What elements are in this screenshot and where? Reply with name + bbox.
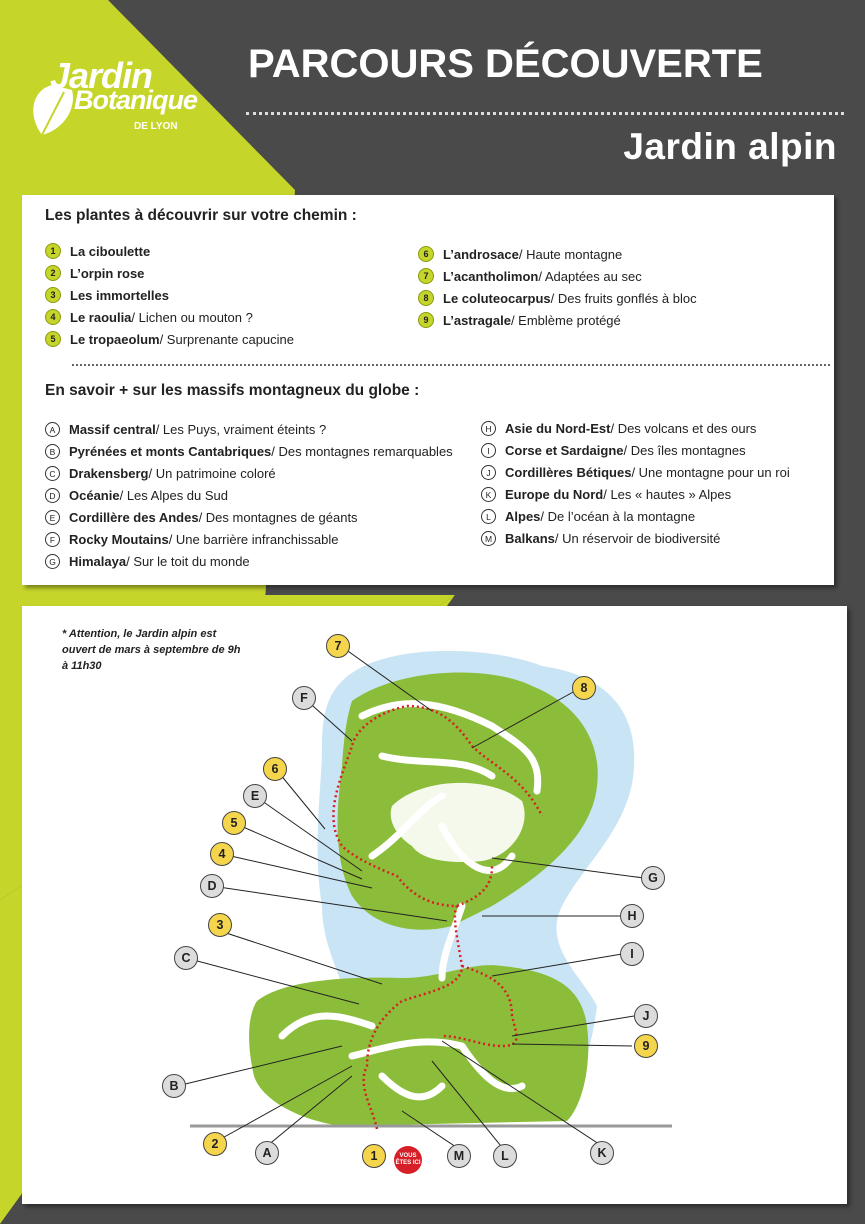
marker-1[interactable]: 1 [362, 1144, 386, 1168]
page-title: PARCOURS DÉCOUVERTE [248, 42, 763, 86]
logo-line3: DE LYON [134, 121, 178, 132]
marker-j[interactable]: J [634, 1004, 658, 1028]
plant-item-5: 5 Le tropaeolum / Surprenante capucine [45, 331, 294, 347]
plant-item-9: 9 L’astragale / Emblème protégé [418, 312, 621, 328]
massif-item-b: B Pyrénées et monts Cantabriques / Des montagnes remarquables [45, 444, 453, 459]
opening-note: * Attention, le Jardin alpin est ouvert de mars à septembre de 9h à 11h30 [62, 628, 241, 672]
marker-6[interactable]: 6 [263, 757, 287, 781]
massif-item-e: E Cordillère des Andes / Des montagnes de géants [45, 510, 358, 525]
massif-item-i: I Corse et Sardaigne / Des îles montagnes [481, 443, 746, 458]
plant-item-7: 7 L’acantholimon / Adaptées au sec [418, 268, 642, 284]
plant-item-8: 8 Le coluteocarpus / Des fruits gonflés à bloc [418, 290, 697, 306]
logo-line2: Botanique [74, 85, 197, 115]
legend-box [22, 195, 834, 585]
map-drawing [22, 606, 847, 1204]
marker-m[interactable]: M [447, 1144, 471, 1168]
marker-a[interactable]: A [255, 1141, 279, 1165]
massif-item-d: D Océanie / Les Alpes du Sud [45, 488, 228, 503]
marker-k[interactable]: K [590, 1141, 614, 1165]
massif-item-f: F Rocky Moutains / Une barrière infranchissable [45, 532, 339, 547]
massif-item-l: L Alpes / De l’océan à la montagne [481, 509, 695, 524]
marker-8[interactable]: 8 [572, 676, 596, 700]
logo [22, 55, 222, 135]
plant-item-1: 1 La ciboulette [45, 243, 150, 259]
marker-c[interactable]: C [174, 946, 198, 970]
massif-item-g: G Himalaya / Sur le toit du monde [45, 554, 250, 569]
massif-item-m: M Balkans / Un réservoir de biodiversité [481, 531, 720, 546]
marker-f[interactable]: F [292, 686, 316, 710]
marker-e[interactable]: E [243, 784, 267, 808]
marker-2[interactable]: 2 [203, 1132, 227, 1156]
logo-line1: Jardin [50, 55, 153, 96]
plant-item-6: 6 L’androsace / Haute montagne [418, 246, 622, 262]
page-subtitle: Jardin alpin [623, 126, 837, 167]
header-divider [246, 112, 844, 115]
you-are-here-badge: VOUS ÊTES ICI [394, 1146, 422, 1174]
marker-7[interactable]: 7 [326, 634, 350, 658]
marker-b[interactable]: B [162, 1074, 186, 1098]
section-divider [72, 364, 830, 366]
massif-item-a: A Massif central / Les Puys, vraiment éteints ? [45, 422, 326, 437]
marker-i[interactable]: I [620, 942, 644, 966]
marker-9[interactable]: 9 [634, 1034, 658, 1058]
plant-item-4: 4 Le raoulia / Lichen ou mouton ? [45, 309, 253, 325]
marker-l[interactable]: L [493, 1144, 517, 1168]
massif-item-j: J Cordillères Bétiques / Une montagne pour un roi [481, 465, 790, 480]
marker-d[interactable]: D [200, 874, 224, 898]
marker-h[interactable]: H [620, 904, 644, 928]
plants-title: Les plantes à découvrir sur votre chemin : [45, 207, 357, 224]
massifs-title: En savoir + sur les massifs montagneux du globe : [45, 382, 420, 399]
marker-4[interactable]: 4 [210, 842, 234, 866]
massif-item-k: K Europe du Nord / Les « hautes » Alpes [481, 487, 731, 502]
marker-3[interactable]: 3 [208, 913, 232, 937]
plant-item-2: 2 L’orpin rose [45, 265, 144, 281]
plant-item-3: 3 Les immortelles [45, 287, 169, 303]
massif-item-c: C Drakensberg / Un patrimoine coloré [45, 466, 276, 481]
marker-g[interactable]: G [641, 866, 665, 890]
garden-map [22, 606, 847, 1204]
massif-item-h: H Asie du Nord-Est / Des volcans et des ours [481, 421, 756, 436]
marker-5[interactable]: 5 [222, 811, 246, 835]
